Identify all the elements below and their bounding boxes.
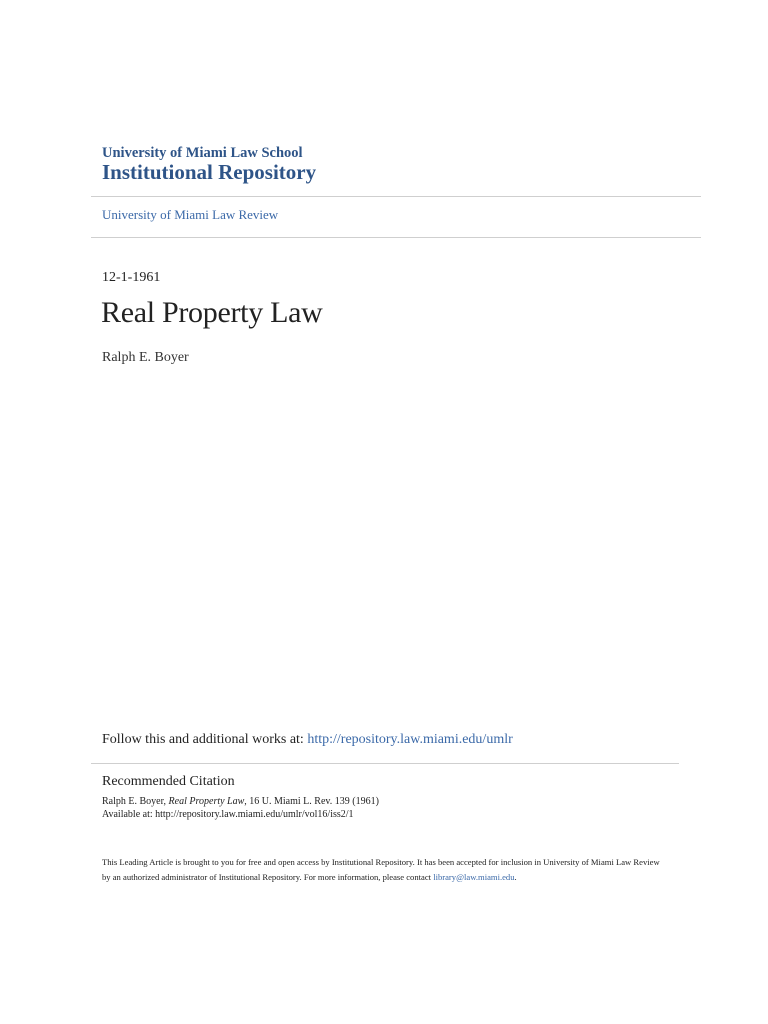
journal-divider: [91, 237, 701, 238]
repository-school-name: University of Miami Law School: [102, 145, 303, 161]
access-notice: [102, 855, 662, 885]
repository-name: Institutional Repository: [102, 160, 317, 184]
follow-prefix: Follow this and additional works at:: [102, 732, 308, 747]
article-author: Ralph E. Boyer: [102, 350, 189, 365]
notice-end: .: [514, 872, 517, 882]
follow-line: [102, 732, 513, 748]
citation-source: , 16 U. Miami L. Rev. 139 (1961): [244, 796, 379, 807]
citation-author: Ralph E. Boyer,: [102, 796, 169, 807]
journal-link[interactable]: University of Miami Law Review: [102, 207, 279, 222]
header-divider: [91, 196, 701, 197]
citation-divider: [91, 763, 679, 764]
citation-heading: Recommended Citation: [102, 774, 235, 789]
contact-email-link[interactable]: library@law.miami.edu: [433, 872, 515, 882]
citation-available-at: Available at: http://repository.law.miami.edu/umlr/vol16/iss2/1: [102, 809, 354, 820]
collection-link[interactable]: http://repository.law.miami.edu/umlr: [307, 732, 513, 747]
publication-date: 12-1-1961: [102, 270, 161, 285]
article-title: Real Property Law: [101, 296, 323, 329]
notice-text: This Leading Article is brought to you for free and open access by Institutional Repository. It has been accepted for inclusion in University of Miami Law Review by an authorized administrator of Institutional Repository. For more information, please contact: [102, 857, 660, 882]
citation-text: [102, 796, 379, 807]
citation-title: Real Property Law: [168, 796, 245, 807]
